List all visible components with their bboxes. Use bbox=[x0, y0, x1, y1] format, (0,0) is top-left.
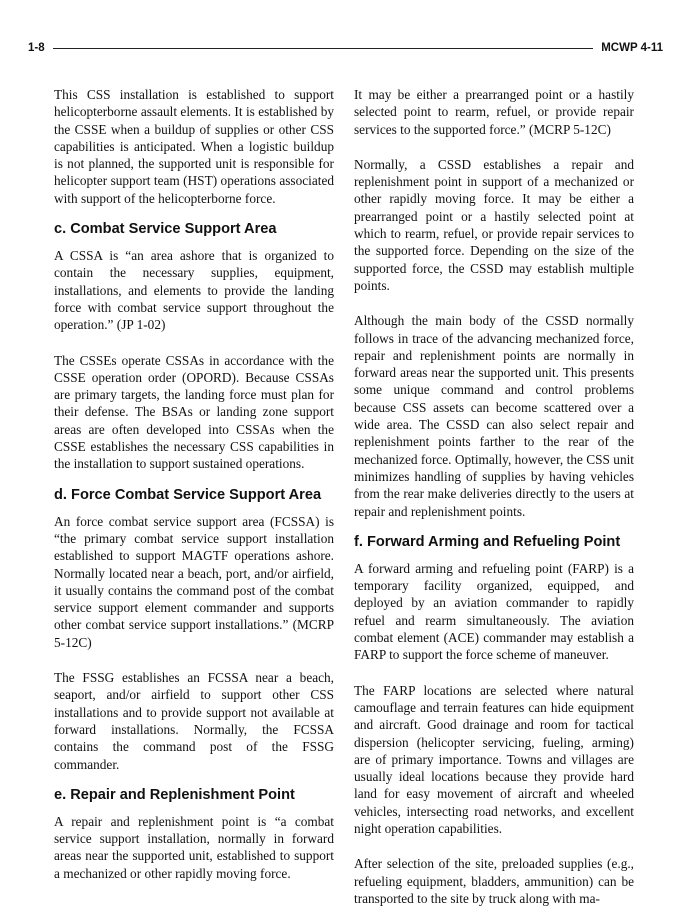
section-f-paragraph: After selection of the site, preloaded supplies (e.g., refueling equipment, bladders, ammunition) can be transported to the site by truck along with ma- bbox=[354, 856, 634, 906]
section-heading-d: d. Force Combat Service Support Area bbox=[54, 486, 322, 503]
intro-paragraph: This CSS installation is established to support helicopterborne assault elements. It is established by the CSSE when a buildup of supplies or other CSS capabilities is anticipated. When a logistic buildup is not planned, the supported unit is responsible for helicopter support team (HST) operations associated with support of the helicopterborne force. bbox=[54, 87, 334, 206]
header-rule bbox=[53, 48, 594, 49]
section-heading-e: e. Repair and Replenishment Point bbox=[54, 786, 295, 803]
page-number: 1-8 bbox=[28, 42, 45, 54]
body-paragraph: Although the main body of the CSSD normally follows in trace of the advancing mechanized force, repair and replenishment points are normally in forward areas near the supported unit. This presents some unique command and control problems because CSS assets can become scattered over a wide area. The CSSD can also select repair and replenishment points farther to the rear of the mechanized force. Optimally, however, the CSS unit minimizes handling of supplies by having vehicles from the rear make deliveries directly to the users at repair and replenishment points. bbox=[354, 313, 634, 519]
section-f-paragraph: The FARP locations are selected where natural camouflage and terrain features can hide equipment and aircraft. Good drainage and room for tactical dispersion (helicopter servicing, fueling, arming) are of primary importance. Towns and villages are usually ideal locations because they provide hard land for easy movement of aircraft and wheeled vehicles, intersecting road networks, and excellent night operation capabilities. bbox=[354, 682, 634, 836]
section-d-paragraph: An force combat service support area (FCSSA) is “the primary combat service support installation established to support MAGTF operations ashore. Normally located near a beach, port, and/or airfield, it usually contains the command post of the combat service support element commander and supports other combat service support installations.” (MCRP 5-12C) bbox=[54, 513, 334, 650]
left-column bbox=[54, 86, 334, 882]
section-d-paragraph: The FSSG establishes an FCSSA near a beach, seaport, and/or airfield to support other CSS installations and to provide support not available at forward installations. Normally, the FCSSA contains the command post of the FSSG commander. bbox=[54, 670, 334, 772]
section-f-paragraph: A forward arming and refueling point (FARP) is a temporary facility organized, equipped, and deployed by an aviation commander to rapidly refuel and rearm simultaneously. The aviation combat element (ACE) commander may establish a FARP to support the force scheme of maneuver. bbox=[354, 560, 634, 663]
running-header bbox=[28, 40, 663, 56]
section-c-paragraph: A CSSA is “an area ashore that is organized to contain the necessary supplies, equipment, installations, and elements to provide the landing force with combat service support throughout the operation.” (JP 1-02) bbox=[54, 248, 334, 333]
publication-id: MCWP 4-11 bbox=[601, 42, 663, 54]
right-column bbox=[354, 86, 634, 907]
section-e-paragraph: A repair and replenishment point is “a combat service support installation, normally in forward areas near the supported unit, established to support a mechanized or other rapidly moving force. bbox=[54, 813, 334, 881]
continued-paragraph: It may be either a prearranged point or a hastily selected point to rearm, refuel, or provide repair services to the supported force.” (MCRP 5-12C) bbox=[354, 87, 634, 137]
section-c-paragraph: The CSSEs operate CSSAs in accordance with the CSSE operation order (OPORD). Because CSSAs are primary targets, the landing force must plan for their defense. The BSAs or landing zone support areas are often developed into CSSAs when the CSSE establishes the necessary CSS capabilities in the installation to support sustained operations. bbox=[54, 352, 334, 472]
section-heading-c: c. Combat Service Support Area bbox=[54, 221, 277, 238]
section-heading-f: f. Forward Arming and Refueling Point bbox=[354, 533, 621, 550]
body-paragraph: Normally, a CSSD establishes a repair and replenishment point in support of a mechanized or other rapidly moving force. It may be either a prearranged point or a hastily selected point at which to rearm, refuel, or provide repair services to the supported force. Depending on the size of the supported force, the CSSD may establish multiple points. bbox=[354, 156, 634, 293]
